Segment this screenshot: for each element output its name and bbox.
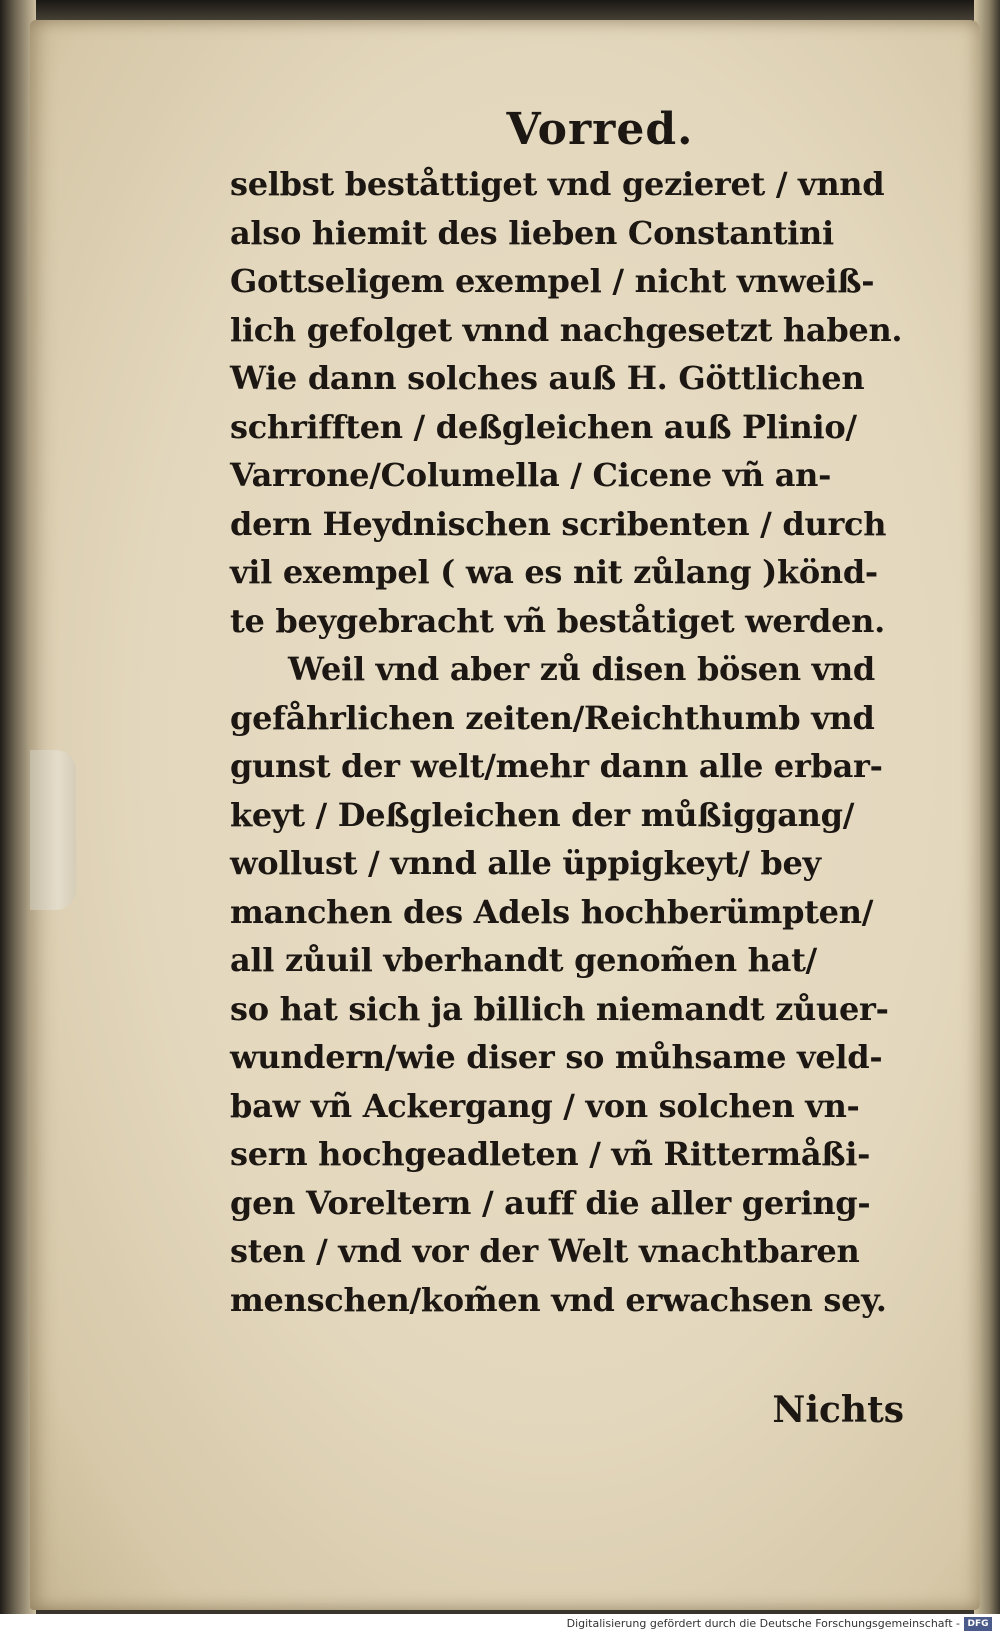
text-line: wundern/wie diser so můhsame veld- xyxy=(230,1038,883,1076)
text-line: selbst beståttiget vnd gezieret / vnnd xyxy=(230,165,885,203)
text-line: lich gefolget vnnd nachgesetzt haben. xyxy=(230,310,903,349)
text-line: schrifften / deßgleichen auß Plinio/ xyxy=(230,407,857,446)
body-text xyxy=(230,160,930,1324)
text-line: Varrone/Columella / Cicene vñ an- xyxy=(230,456,832,494)
text-line: keyt / Deßgleichen der můßiggang/ xyxy=(230,795,855,834)
text-line: Weil vnd aber zů disen bösen vnd xyxy=(288,650,876,688)
text-line: wollust / vnnd alle üppigkeyt/ bey xyxy=(230,844,821,882)
page-clip xyxy=(30,750,76,910)
funding-credit: Digitalisierung gefördert durch die Deutsche Forschungsgemeinschaft - xyxy=(566,1617,960,1630)
text-line: so hat sich ja billich niemandt zůuer- xyxy=(230,989,889,1028)
catchword: Nichts xyxy=(772,1389,904,1431)
text-line: menschen/kom̃en vnd erwachsen sey. xyxy=(230,1280,887,1319)
text-line: baw vñ Ackergang / von solchen vn- xyxy=(230,1086,860,1125)
running-head: Vorred. xyxy=(506,104,694,155)
text-line: all zůuil vberhandt genom̃en hat/ xyxy=(230,941,817,979)
dfg-logo[interactable]: DFG xyxy=(964,1617,992,1631)
text-line: dern Heydnischen scribenten / durch xyxy=(230,504,887,543)
text-line: also hiemit des lieben Constantini xyxy=(230,213,834,252)
book-edge-top xyxy=(0,0,1000,22)
text-block xyxy=(230,100,930,1460)
text-line: gefåhrlichen zeiten/Reichthumb vnd xyxy=(230,698,875,737)
text-line: te beygebracht vñ beståtiget werden. xyxy=(230,601,885,640)
text-line: manchen des Adels hochberümpten/ xyxy=(230,892,874,931)
text-line: gunst der welt/mehr dann alle erbar- xyxy=(230,747,883,785)
footer-bar xyxy=(0,1614,1000,1634)
text-line: Wie dann solches auß H. Göttlichen xyxy=(230,359,865,397)
text-line: gen Voreltern / auff die aller gering- xyxy=(230,1183,871,1222)
text-line: Gottseligem exempel / nicht vnweiß- xyxy=(230,262,875,300)
text-line: sern hochgeadleten / vñ Rittermåßi- xyxy=(230,1135,871,1173)
text-line: sten / vnd vor der Welt vnachtbaren xyxy=(230,1232,860,1270)
book-page xyxy=(30,20,980,1610)
text-line: vil exempel ( wa es nit zůlang )könd- xyxy=(230,553,878,591)
